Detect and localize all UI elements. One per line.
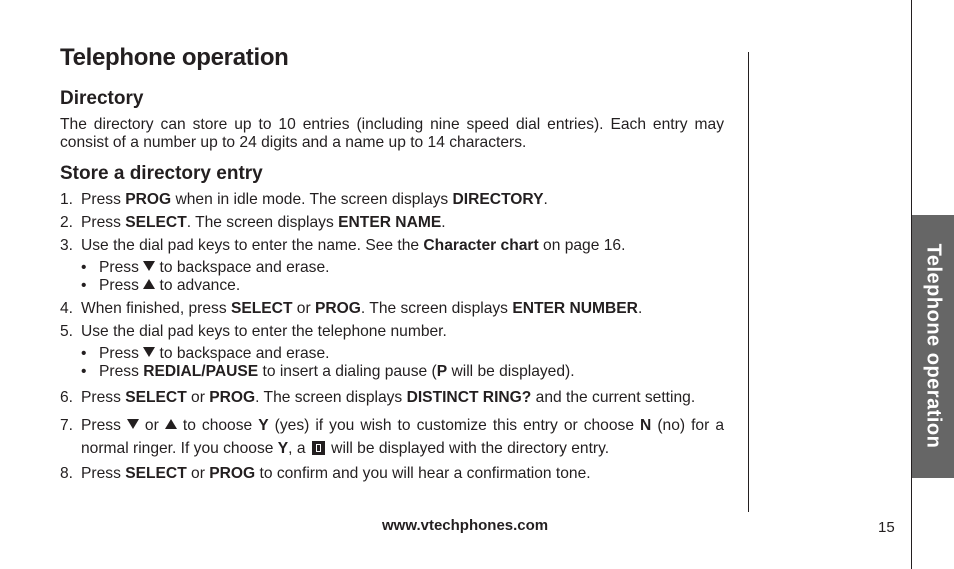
step-number: 1. xyxy=(60,191,74,208)
step-text: Press xyxy=(81,417,127,434)
step-6 xyxy=(60,386,724,409)
section-intro: The directory can store up to 10 entries (including nine speed dial entries). Each entry may consist of a number up to 24 digits and a name up to 14 characters. xyxy=(60,116,724,151)
footer-url: www.vtechphones.com xyxy=(382,517,549,534)
bullet-text: will be displayed). xyxy=(447,363,575,380)
step-text: Use the dial pad keys to enter the telephone number. xyxy=(81,323,447,340)
step-text: (yes) if you wish to customize this entry or choose xyxy=(268,417,641,434)
step-text: . xyxy=(441,214,446,231)
key-name: SELECT xyxy=(125,214,187,231)
step-3 xyxy=(60,237,724,295)
key-name: PROG xyxy=(315,300,361,317)
section-heading: Directory xyxy=(60,88,144,109)
step-text: . The screen displays xyxy=(360,300,513,317)
step-number: 3. xyxy=(60,237,74,254)
bullet-list xyxy=(81,345,724,381)
key-name: PROG xyxy=(125,191,172,208)
bullet-item xyxy=(81,345,724,363)
step-text: or xyxy=(186,465,210,482)
reference-link-text: Character chart xyxy=(423,237,539,254)
screen-text: DIRECTORY xyxy=(452,191,544,208)
bullet-dot: • xyxy=(81,363,87,380)
screen-text: DISTINCT RING? xyxy=(406,389,532,406)
main-content xyxy=(60,88,724,488)
bullet-text: to insert a dialing pause ( xyxy=(258,363,437,380)
down-arrow-icon xyxy=(143,261,155,271)
page-number: 15 xyxy=(878,519,895,536)
step-text: or xyxy=(292,300,315,317)
step-text: when in idle mode. The screen displays xyxy=(171,191,453,208)
section-side-tab xyxy=(912,215,954,478)
step-8 xyxy=(60,465,724,483)
step-number: 4. xyxy=(60,300,74,317)
screen-text: ENTER NUMBER xyxy=(512,300,638,317)
step-text: or xyxy=(186,389,210,406)
key-name: PROG xyxy=(209,465,256,482)
bullet-item xyxy=(81,363,724,381)
step-text: . The screen displays xyxy=(255,389,407,406)
up-arrow-icon xyxy=(143,279,155,289)
bullet-dot: • xyxy=(81,259,87,276)
step-text: . xyxy=(543,191,548,208)
screen-text: ENTER NAME xyxy=(338,214,442,231)
distinct-ring-icon xyxy=(312,441,325,455)
step-text: , a xyxy=(288,440,310,457)
option-text: N xyxy=(640,417,652,434)
key-name: PROG xyxy=(209,389,256,406)
step-5 xyxy=(60,323,724,381)
bullet-dot: • xyxy=(81,277,87,294)
step-text: When finished, press xyxy=(81,300,231,317)
bullet-text: Press xyxy=(99,345,144,362)
step-number: 5. xyxy=(60,323,74,340)
subsection-heading: Store a directory entry xyxy=(60,163,263,184)
step-text: to confirm and you will hear a confirmation tone. xyxy=(255,465,591,482)
step-7 xyxy=(60,414,724,460)
page-title: Telephone operation xyxy=(60,44,289,71)
steps-list xyxy=(60,191,724,483)
key-name: SELECT xyxy=(125,465,187,482)
step-text: Press xyxy=(81,389,126,406)
up-arrow-icon xyxy=(165,419,177,429)
bullet-list xyxy=(81,259,724,295)
step-text: (no) for a normal ringer. If you choose xyxy=(81,417,724,457)
step-text: to choose xyxy=(176,417,259,434)
step-number: 2. xyxy=(60,214,74,231)
bullet-text: to backspace and erase. xyxy=(155,345,330,362)
bullet-text: Press xyxy=(99,277,144,294)
step-number: 6. xyxy=(60,389,74,406)
step-text: and the current setting. xyxy=(531,389,696,406)
bullet-dot: • xyxy=(81,345,87,362)
down-arrow-icon xyxy=(143,347,155,357)
step-text: on page 16. xyxy=(538,237,626,254)
side-tab-label: Telephone operation xyxy=(922,243,945,449)
key-name: REDIAL/PAUSE xyxy=(143,363,259,380)
down-arrow-icon xyxy=(127,419,139,429)
step-number: 7. xyxy=(60,417,74,434)
key-name: SELECT xyxy=(230,300,293,317)
bullet-text: to advance. xyxy=(155,277,241,294)
step-text: or xyxy=(138,417,165,434)
step-2 xyxy=(60,214,724,232)
bullet-text: to backspace and erase. xyxy=(155,259,330,276)
step-1 xyxy=(60,191,724,209)
step-4 xyxy=(60,300,724,318)
option-text: Y xyxy=(277,440,289,457)
step-text: . The screen displays xyxy=(186,214,339,231)
step-text: Press xyxy=(81,465,126,482)
bullet-text: Press xyxy=(99,259,144,276)
step-text: Press xyxy=(81,191,126,208)
step-number: 8. xyxy=(60,465,74,482)
column-divider xyxy=(748,52,749,512)
step-text: Press xyxy=(81,214,126,231)
screen-text: P xyxy=(436,363,448,380)
step-text: will be displayed with the directory entry. xyxy=(326,440,610,457)
bullet-item xyxy=(81,277,724,295)
step-text: . xyxy=(637,300,643,317)
bullet-item xyxy=(81,259,724,277)
option-text: Y xyxy=(258,417,269,434)
bullet-text: Press xyxy=(99,363,144,380)
step-text: Use the dial pad keys to enter the name. See the xyxy=(81,237,424,254)
key-name: SELECT xyxy=(125,389,187,406)
